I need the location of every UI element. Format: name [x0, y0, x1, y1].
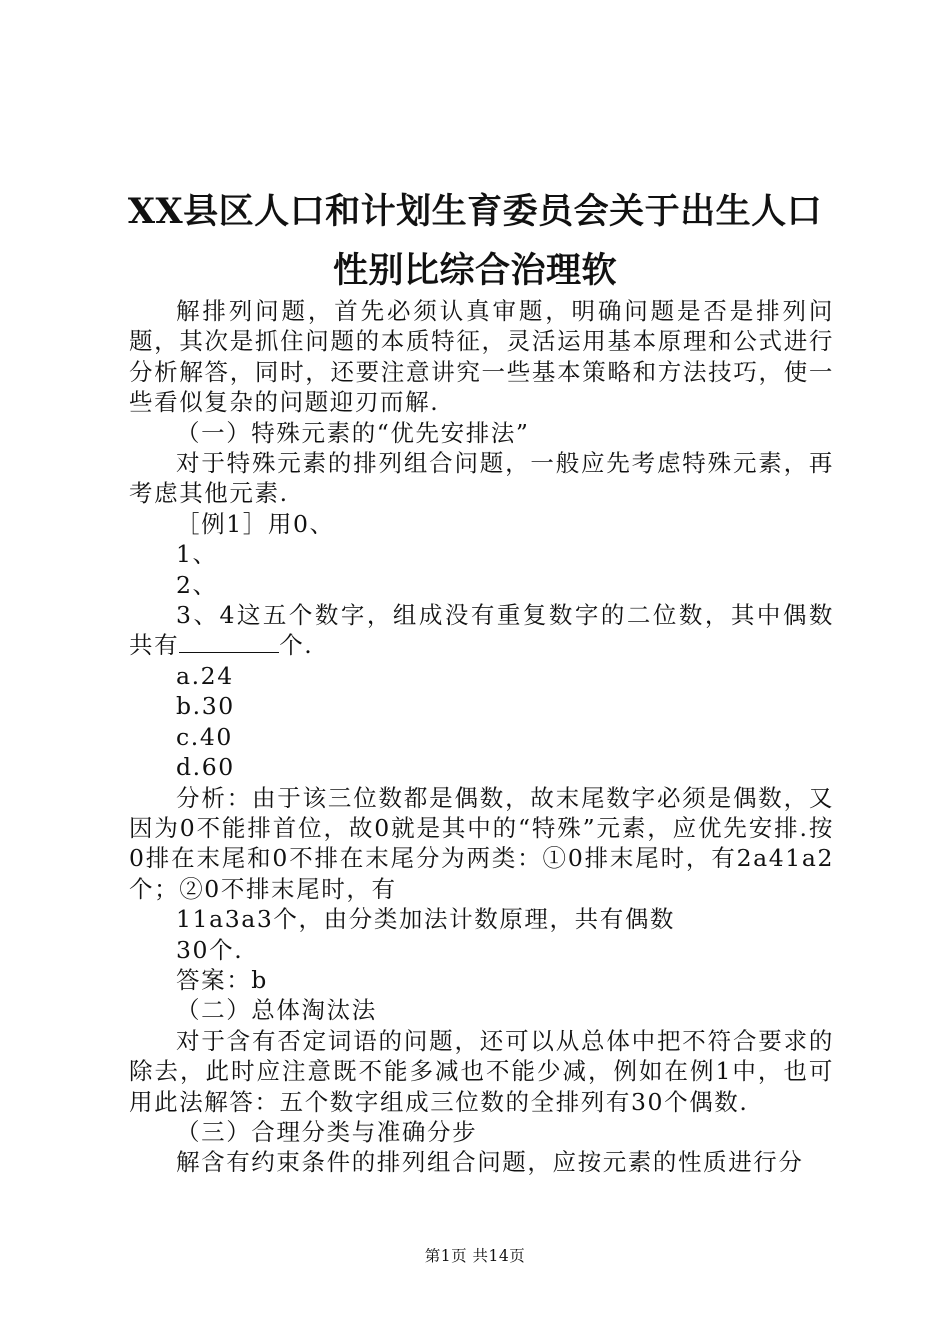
answer-blank — [179, 630, 279, 653]
section-heading-3: （三）合理分类与准确分步 — [176, 1117, 478, 1146]
example-1-question — [129, 600, 834, 661]
analysis-continuation: 11a3a3个，由分类加法计数原理，共有偶数 — [176, 905, 676, 934]
paragraph-elimination: 对于含有否定词语的问题，还可以从总体中把不符合要求的除去，此时应注意既不能多减也不能少减，例如在例1中，也可用此法解答：五个数字组成三位数的全排列有30个偶数. — [129, 1026, 834, 1116]
answer-line: 答案：b — [176, 965, 268, 994]
document-title-line-1: XX县区人口和计划生育委员会关于出生人口 — [127, 191, 823, 232]
paragraph-intro: 解排列问题，首先必须认真审题，明确问题是否是排列问题，其次是抓住问题的本质特征，灵活运用基本原理和公式进行分析解答，同时，还要注意讲究一些基本策略和方法技巧，使一些看似复杂的问题迎刃而解. — [129, 297, 834, 417]
section-heading-1: （一）特殊元素的“优先安排法” — [176, 418, 530, 447]
example-1-digit-2: 2、 — [176, 570, 218, 599]
paragraph-special-elements: 对于特殊元素的排列组合问题，一般应先考虑特殊元素，再考虑其他元素. — [129, 449, 834, 508]
document-title-line-2: 性别比综合治理软 — [332, 250, 617, 291]
question-suffix: 个. — [279, 631, 314, 660]
document-body — [129, 296, 834, 1178]
question-text: 3、4这五个数字，组成没有重复数字的二位数，其中偶数共有 — [129, 601, 834, 660]
analysis-result: 30个. — [176, 935, 244, 964]
option-a: a.24 — [176, 661, 234, 690]
option-d: d.60 — [176, 753, 235, 782]
page-number-footer: 第1页 共14页 — [424, 1247, 526, 1265]
example-1-digit-1: 1、 — [176, 540, 218, 569]
analysis-paragraph: 分析：由于该三位数都是偶数，故末尾数字必须是偶数，又因为0不能排首位，故0就是其中的“特殊”元素，应优先安排.按0排在末尾和0不排在末尾分为两类：①0排末尾时，有2a41a2个；②0不排末尾时，有 — [129, 783, 834, 903]
option-b: b.30 — [176, 692, 235, 721]
paragraph-classification: 解含有约束条件的排列组合问题，应按元素的性质进行分 — [176, 1148, 804, 1177]
option-c: c.40 — [176, 722, 233, 751]
example-1-label: ［例1］用0、 — [176, 509, 335, 538]
section-heading-2: （二）总体淘汰法 — [176, 996, 377, 1025]
